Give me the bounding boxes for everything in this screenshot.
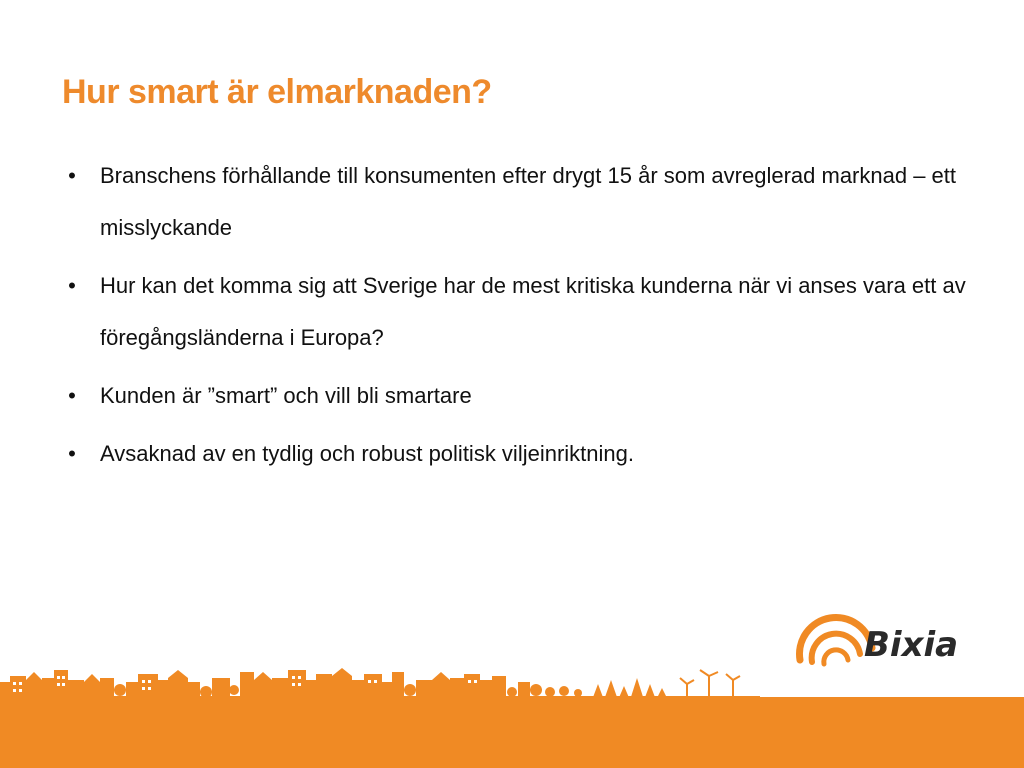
bullet-dot: • <box>68 383 76 408</box>
bullet-item <box>62 370 972 422</box>
bullet-item <box>62 260 972 364</box>
footer-band <box>0 697 1024 768</box>
bullet-dot: • <box>68 441 76 466</box>
bullet-text: Avsaknad av en tydlig och robust politisk viljeinriktning. <box>100 441 634 466</box>
bullet-item <box>62 428 972 480</box>
bullet-list <box>62 150 972 486</box>
bullet-text: Branschens förhållande till konsumenten efter drygt 15 år som avreglerad marknad – ett misslyckande <box>100 163 957 240</box>
slide-title: Hur smart är elmarknaden? <box>62 73 492 111</box>
bullet-dot: • <box>68 163 76 188</box>
bullet-item <box>62 150 972 254</box>
bullet-text: Hur kan det komma sig att Sverige har de mest kritiska kunderna när vi anses vara ett av föregångsländerna i Europa? <box>100 273 966 350</box>
bullet-text: Kunden är ”smart” och vill bli smartare <box>100 383 472 408</box>
bixia-logo-text: Bixia <box>864 625 959 665</box>
bullet-dot: • <box>68 273 76 298</box>
